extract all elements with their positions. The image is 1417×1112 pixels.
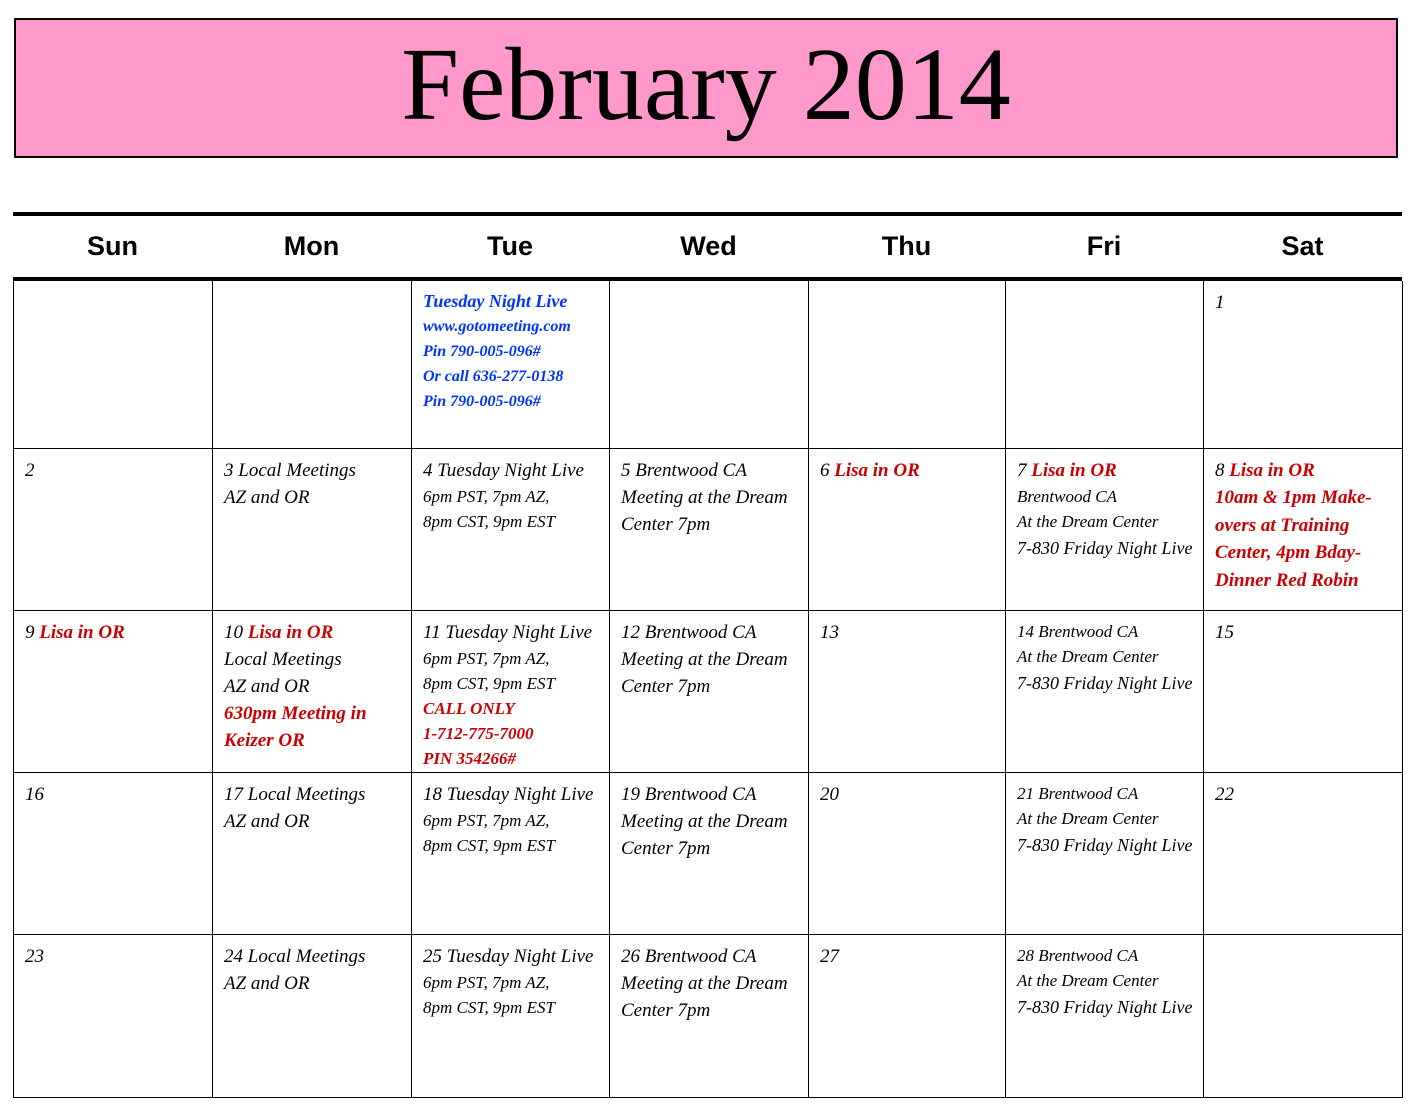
event-text: Tuesday Night Live bbox=[445, 622, 593, 643]
weekday-tue: Tue bbox=[487, 231, 533, 261]
event-text: 8pm CST, 9pm EST bbox=[423, 998, 555, 1017]
day-number: 12 bbox=[621, 622, 640, 643]
event-text: Local Meetings bbox=[247, 946, 366, 967]
day-cell-10 bbox=[213, 610, 412, 772]
day-cell-empty bbox=[14, 281, 213, 448]
day-cell-empty bbox=[1006, 281, 1204, 448]
day-cell-11 bbox=[412, 610, 610, 772]
day-number: 3 bbox=[224, 460, 234, 481]
event-text: At the Dream Center bbox=[1017, 647, 1159, 666]
event-title: Tuesday Night Live bbox=[423, 291, 568, 311]
day-number: 25 bbox=[423, 946, 442, 967]
day-cell-8 bbox=[1204, 448, 1403, 610]
event-text: Local Meetings bbox=[224, 649, 342, 670]
day-number: 15 bbox=[1215, 622, 1234, 643]
event-text: 6pm PST, 7pm AZ, bbox=[423, 973, 550, 992]
event-text: 7-830 Friday Night Live bbox=[1017, 835, 1193, 855]
day-number: 17 bbox=[224, 784, 243, 805]
calendar-title: February 2014 bbox=[401, 27, 1011, 142]
event-text: AZ and OR bbox=[224, 676, 310, 697]
day-number: 14 bbox=[1017, 622, 1034, 641]
event-text: Meeting at the Dream bbox=[621, 973, 788, 994]
event-text: Brentwood CA bbox=[644, 622, 757, 643]
event-text: At the Dream Center bbox=[1017, 971, 1159, 990]
event-text: Brentwood CA bbox=[644, 784, 757, 805]
event-text: Center 7pm bbox=[621, 1000, 711, 1021]
day-number: 16 bbox=[25, 784, 44, 805]
day-number: 13 bbox=[820, 622, 839, 643]
event-text: Tuesday Night Live bbox=[446, 946, 594, 967]
day-cell-empty bbox=[1204, 934, 1403, 1098]
day-cell-14 bbox=[1006, 610, 1204, 772]
day-cell-22 bbox=[1204, 772, 1403, 934]
weekday-header-row bbox=[13, 216, 1402, 277]
day-cell-empty bbox=[610, 281, 809, 448]
event-text: 6pm PST, 7pm AZ, bbox=[423, 487, 550, 506]
day-cell-15 bbox=[1204, 610, 1403, 772]
event-text: 1-712-775-7000 bbox=[423, 724, 534, 743]
day-cell-3 bbox=[213, 448, 412, 610]
title-banner bbox=[14, 18, 1398, 158]
event-text: 7-830 Friday Night Live bbox=[1017, 997, 1193, 1017]
day-cell-12 bbox=[610, 610, 809, 772]
event-text: Lisa in OR bbox=[39, 622, 125, 643]
event-text: CALL ONLY bbox=[423, 699, 515, 718]
weekday-sat: Sat bbox=[1281, 231, 1324, 261]
day-number: 2 bbox=[25, 460, 35, 481]
event-text: Brentwood CA bbox=[1017, 487, 1117, 506]
calendar-grid bbox=[13, 281, 1402, 1098]
event-text: PIN 354266# bbox=[423, 749, 517, 768]
day-cell-13 bbox=[809, 610, 1006, 772]
day-number: 5 bbox=[621, 460, 631, 481]
day-cell-6 bbox=[809, 448, 1006, 610]
event-text: AZ and OR bbox=[224, 811, 310, 832]
event-text: 8pm CST, 9pm EST bbox=[423, 674, 555, 693]
day-cell-empty bbox=[213, 281, 412, 448]
day-cell-4 bbox=[412, 448, 610, 610]
event-text: AZ and OR bbox=[224, 973, 310, 994]
event-text: Local Meetings bbox=[238, 460, 356, 481]
day-cell-7 bbox=[1006, 448, 1204, 610]
day-number: 11 bbox=[423, 622, 441, 643]
event-text: At the Dream Center bbox=[1017, 809, 1159, 828]
day-cell-5 bbox=[610, 448, 809, 610]
event-text: 630pm Meeting in Keizer OR bbox=[224, 703, 367, 751]
day-number: 10 bbox=[224, 622, 243, 643]
day-number: 6 bbox=[820, 460, 830, 481]
day-cell-24 bbox=[213, 934, 412, 1098]
day-cell-26 bbox=[610, 934, 809, 1098]
day-cell-16 bbox=[14, 772, 213, 934]
day-cell-20 bbox=[809, 772, 1006, 934]
day-cell-17 bbox=[213, 772, 412, 934]
event-text: Local Meetings bbox=[247, 784, 366, 805]
day-number: 18 bbox=[423, 784, 442, 805]
event-text: At the Dream Center bbox=[1017, 512, 1159, 531]
event-text: Center 7pm bbox=[621, 676, 711, 697]
day-number: 21 bbox=[1017, 784, 1034, 803]
event-text: Brentwood CA bbox=[1038, 622, 1139, 641]
event-text: Lisa in OR bbox=[1229, 460, 1315, 481]
weekday-wed: Wed bbox=[680, 231, 737, 261]
event-text: 6pm PST, 7pm AZ, bbox=[423, 811, 550, 830]
event-text: Lisa in OR bbox=[247, 622, 334, 643]
event-phone: Or call 636-277-0138 bbox=[423, 368, 564, 385]
day-number: 8 bbox=[1215, 460, 1225, 481]
event-text: Brentwood CA bbox=[635, 460, 747, 481]
day-cell-1 bbox=[1204, 281, 1403, 448]
day-number: 24 bbox=[224, 946, 243, 967]
day-number: 27 bbox=[820, 946, 839, 967]
day-number: 7 bbox=[1017, 460, 1027, 481]
event-url: www.gotomeeting.com bbox=[423, 318, 571, 335]
day-number: 22 bbox=[1215, 784, 1234, 805]
event-text: Meeting at the Dream bbox=[621, 487, 788, 508]
event-text: Center 7pm bbox=[621, 514, 711, 535]
event-text: Lisa in OR bbox=[834, 460, 920, 481]
event-pin: Pin 790-005-096# bbox=[423, 343, 541, 360]
day-cell-9 bbox=[14, 610, 213, 772]
event-text: 8pm CST, 9pm EST bbox=[423, 836, 555, 855]
day-cell-21 bbox=[1006, 772, 1204, 934]
event-text: Brentwood CA bbox=[644, 946, 757, 967]
day-number: 4 bbox=[423, 460, 433, 481]
day-number: 1 bbox=[1215, 292, 1225, 313]
day-cell-tue-info bbox=[412, 281, 610, 448]
event-text: AZ and OR bbox=[224, 487, 310, 508]
day-cell-19 bbox=[610, 772, 809, 934]
day-cell-18 bbox=[412, 772, 610, 934]
event-text: Brentwood CA bbox=[1038, 946, 1139, 965]
event-text: 8pm CST, 9pm EST bbox=[423, 512, 555, 531]
event-pin: Pin 790-005-096# bbox=[423, 393, 541, 410]
day-number: 20 bbox=[820, 784, 839, 805]
event-text: Meeting at the Dream bbox=[621, 811, 788, 832]
day-number: 26 bbox=[621, 946, 640, 967]
day-number: 19 bbox=[621, 784, 640, 805]
weekday-sun: Sun bbox=[87, 231, 138, 261]
weekday-mon: Mon bbox=[283, 231, 340, 261]
day-cell-23 bbox=[14, 934, 213, 1098]
event-text: Brentwood CA bbox=[1038, 784, 1139, 803]
event-text: Center 7pm bbox=[621, 838, 711, 859]
day-cell-2 bbox=[14, 448, 213, 610]
day-cell-28 bbox=[1006, 934, 1204, 1098]
event-text: Meeting at the Dream bbox=[621, 649, 788, 670]
weekday-thu: Thu bbox=[881, 231, 932, 261]
weekday-fri: Fri bbox=[1086, 231, 1122, 261]
event-text: Lisa in OR bbox=[1031, 460, 1117, 481]
event-text: 7-830 Friday Night Live bbox=[1017, 673, 1193, 693]
day-cell-empty bbox=[809, 281, 1006, 448]
day-cell-25 bbox=[412, 934, 610, 1098]
day-number: 9 bbox=[25, 622, 35, 643]
day-number: 23 bbox=[25, 946, 44, 967]
day-number: 28 bbox=[1017, 946, 1034, 965]
event-text: Tuesday Night Live bbox=[446, 784, 594, 805]
event-text: 10am & 1pm Make-overs at Training Center, 4pm Bday-Dinner Red Robin bbox=[1215, 487, 1372, 591]
event-text: Tuesday Night Live bbox=[437, 460, 584, 481]
day-cell-27 bbox=[809, 934, 1006, 1098]
event-text: 6pm PST, 7pm AZ, bbox=[423, 649, 550, 668]
event-text: 7-830 Friday Night Live bbox=[1017, 538, 1193, 558]
